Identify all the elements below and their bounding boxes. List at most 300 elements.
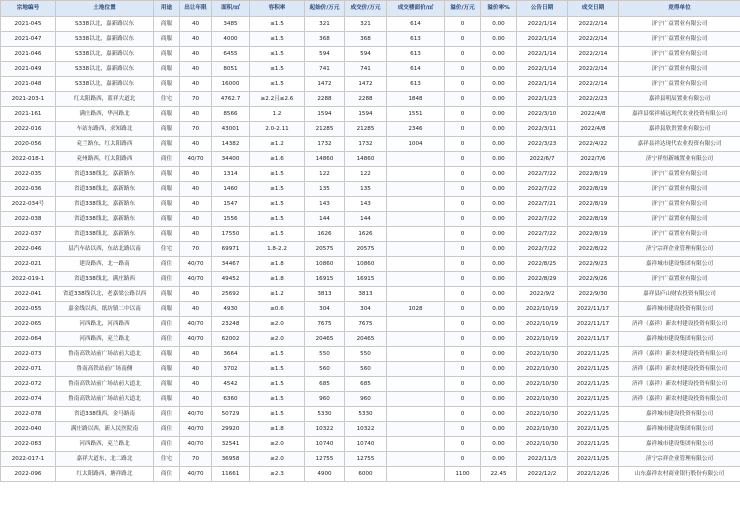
column-header-winning-bidder: 竞得单位 — [619, 1, 740, 17]
cell-premium: 0 — [445, 152, 481, 167]
cell-announce-date: 2022/9/2 — [517, 287, 568, 302]
cell-premium-rate: 0.00 — [481, 212, 517, 227]
table-row — [1, 212, 740, 227]
cell-parcel-id: 2022-036 — [1, 182, 56, 197]
cell-start-price: 122 — [305, 167, 345, 182]
cell-start-price: 2288 — [305, 92, 345, 107]
cell-deal-date: 2022/12/26 — [568, 467, 619, 482]
cell-area: 4762.7 — [212, 92, 250, 107]
cell-land-location: 红太阳路西，蓝祥大道北 — [56, 92, 154, 107]
cell-land-use: 商住 — [154, 317, 180, 332]
cell-premium: 0 — [445, 422, 481, 437]
cell-land-use: 商服 — [154, 182, 180, 197]
cell-deal-price: 10322 — [345, 422, 387, 437]
cell-term-years: 40 — [180, 62, 212, 77]
cell-land-location: 河西路西，兖兰路北 — [56, 437, 154, 452]
cell-parcel-id: 2022-046 — [1, 242, 56, 257]
cell-announce-date: 2022/11/3 — [517, 452, 568, 467]
cell-deal-date: 2022/9/30 — [568, 287, 619, 302]
cell-plot-ratio: ≥0.6 — [250, 302, 305, 317]
cell-floor-price — [387, 377, 445, 392]
cell-start-price: 304 — [305, 302, 345, 317]
cell-plot-ratio: ≤1.5 — [250, 47, 305, 62]
cell-floor-price — [387, 167, 445, 182]
cell-land-location: S338以北，嘉新路以东 — [56, 62, 154, 77]
cell-announce-date: 2022/7/22 — [517, 242, 568, 257]
cell-term-years: 40 — [180, 197, 212, 212]
cell-area: 1460 — [212, 182, 250, 197]
cell-deal-date: 2022/2/14 — [568, 62, 619, 77]
cell-winning-bidder: 济宁广益置业有限公司 — [619, 47, 740, 62]
cell-floor-price: 2346 — [387, 122, 445, 137]
cell-term-years: 40/70 — [180, 332, 212, 347]
cell-land-use: 商服 — [154, 212, 180, 227]
cell-area: 11661 — [212, 467, 250, 482]
cell-winning-bidder: 嘉祥县庐山财农投资有限公司 — [619, 287, 740, 302]
cell-land-use: 商住 — [154, 257, 180, 272]
table-row — [1, 317, 740, 332]
cell-premium: 0 — [445, 362, 481, 377]
cell-premium: 0 — [445, 137, 481, 152]
cell-land-location: 兖兰路东，红太阳路西 — [56, 137, 154, 152]
cell-parcel-id: 2022-071 — [1, 362, 56, 377]
cell-plot-ratio: ≤1.5 — [250, 77, 305, 92]
cell-premium-rate: 0.00 — [481, 452, 517, 467]
cell-deal-date: 2022/7/6 — [568, 152, 619, 167]
cell-deal-price: 3813 — [345, 287, 387, 302]
column-header-land-use: 用途 — [154, 1, 180, 17]
cell-start-price: 5330 — [305, 407, 345, 422]
cell-premium: 0 — [445, 47, 481, 62]
cell-parcel-id: 2022-017-1 — [1, 452, 56, 467]
cell-area: 4542 — [212, 377, 250, 392]
cell-plot-ratio: ≥1.5 — [250, 227, 305, 242]
table-row — [1, 392, 740, 407]
cell-parcel-id: 2022-073 — [1, 347, 56, 362]
cell-winning-bidder: 济宁广益置业有限公司 — [619, 272, 740, 287]
cell-winning-bidder: 嘉祥县明辰置业有限公司 — [619, 92, 740, 107]
cell-winning-bidder: 济宁广益置业有限公司 — [619, 32, 740, 47]
cell-land-location: 车站东路西，求知路北 — [56, 122, 154, 137]
cell-term-years: 70 — [180, 242, 212, 257]
cell-floor-price — [387, 212, 445, 227]
table-row — [1, 227, 740, 242]
cell-term-years: 70 — [180, 452, 212, 467]
cell-land-location: 省道338线北，嘉新路东 — [56, 197, 154, 212]
cell-area: 8051 — [212, 62, 250, 77]
cell-winning-bidder: 嘉祥城市建设投资有限公司 — [619, 407, 740, 422]
cell-announce-date: 2022/10/30 — [517, 407, 568, 422]
cell-premium: 0 — [445, 77, 481, 92]
cell-start-price: 135 — [305, 182, 345, 197]
cell-announce-date: 2022/10/30 — [517, 422, 568, 437]
cell-floor-price — [387, 287, 445, 302]
cell-deal-price: 1472 — [345, 77, 387, 92]
cell-announce-date: 2022/3/10 — [517, 107, 568, 122]
cell-parcel-id: 2022-064 — [1, 332, 56, 347]
cell-deal-price: 14860 — [345, 152, 387, 167]
cell-term-years: 40 — [180, 362, 212, 377]
cell-announce-date: 2022/10/19 — [517, 317, 568, 332]
cell-parcel-id: 2021-047 — [1, 32, 56, 47]
cell-land-use: 商住 — [154, 407, 180, 422]
cell-plot-ratio: ≤1.5 — [250, 32, 305, 47]
cell-premium-rate: 0.00 — [481, 167, 517, 182]
cell-winning-bidder: 济祥（嘉祥）新农村建设投资有限公司 — [619, 377, 740, 392]
cell-deal-date: 2022/9/23 — [568, 257, 619, 272]
cell-premium-rate: 0.00 — [481, 317, 517, 332]
cell-deal-price: 960 — [345, 392, 387, 407]
cell-announce-date: 2022/10/30 — [517, 392, 568, 407]
cell-floor-price — [387, 197, 445, 212]
cell-land-location: 河西路北，河西路西 — [56, 317, 154, 332]
cell-area: 6455 — [212, 47, 250, 62]
cell-premium-rate: 0.00 — [481, 47, 517, 62]
cell-floor-price — [387, 332, 445, 347]
cell-announce-date: 2022/8/29 — [517, 272, 568, 287]
cell-winning-bidder: 嘉祥县欣贵置业有限公司 — [619, 122, 740, 137]
cell-term-years: 40/70 — [180, 257, 212, 272]
cell-announce-date: 2022/10/19 — [517, 302, 568, 317]
cell-land-use: 商服 — [154, 347, 180, 362]
cell-term-years: 40 — [180, 137, 212, 152]
cell-deal-price: 7675 — [345, 317, 387, 332]
cell-premium-rate: 0.00 — [481, 257, 517, 272]
cell-area: 1547 — [212, 197, 250, 212]
cell-deal-price: 143 — [345, 197, 387, 212]
cell-floor-price — [387, 392, 445, 407]
cell-land-use: 住宅 — [154, 452, 180, 467]
cell-announce-date: 2022/1/14 — [517, 77, 568, 92]
cell-deal-date: 2022/11/25 — [568, 347, 619, 362]
cell-floor-price — [387, 347, 445, 362]
cell-start-price: 20465 — [305, 332, 345, 347]
cell-land-use: 住宅 — [154, 242, 180, 257]
cell-land-use: 商服 — [154, 17, 180, 32]
cell-plot-ratio: ≥1.5 — [250, 212, 305, 227]
table-row — [1, 467, 740, 482]
cell-premium: 0 — [445, 167, 481, 182]
cell-plot-ratio: ≥1.5 — [250, 197, 305, 212]
cell-announce-date: 2022/7/22 — [517, 167, 568, 182]
cell-floor-price: 1848 — [387, 92, 445, 107]
table-row — [1, 272, 740, 287]
cell-parcel-id: 2022-019-1 — [1, 272, 56, 287]
cell-plot-ratio: ≥1.5 — [250, 407, 305, 422]
table-header — [1, 1, 740, 17]
cell-term-years: 40 — [180, 227, 212, 242]
cell-plot-ratio: ≥1.8 — [250, 422, 305, 437]
cell-start-price: 594 — [305, 47, 345, 62]
cell-start-price: 143 — [305, 197, 345, 212]
cell-announce-date: 2022/1/14 — [517, 47, 568, 62]
cell-premium-rate: 0.00 — [481, 107, 517, 122]
cell-area: 49452 — [212, 272, 250, 287]
cell-deal-date: 2022/11/25 — [568, 452, 619, 467]
cell-winning-bidder: 嘉祥县梁祥祯远现代农业投资有限公司 — [619, 107, 740, 122]
cell-winning-bidder: 嘉祥城市建设集团有限公司 — [619, 257, 740, 272]
cell-term-years: 40/70 — [180, 437, 212, 452]
cell-deal-date: 2022/11/17 — [568, 332, 619, 347]
cell-parcel-id: 2022-016 — [1, 122, 56, 137]
table-row — [1, 152, 740, 167]
table-row — [1, 62, 740, 77]
cell-plot-ratio: ≥1.5 — [250, 182, 305, 197]
cell-plot-ratio: 1.8-2.2 — [250, 242, 305, 257]
table-row — [1, 77, 740, 92]
cell-deal-price: 2288 — [345, 92, 387, 107]
cell-land-use: 商服 — [154, 197, 180, 212]
table-row — [1, 92, 740, 107]
cell-deal-price: 144 — [345, 212, 387, 227]
cell-parcel-id: 2022-021 — [1, 257, 56, 272]
cell-announce-date: 2022/7/22 — [517, 227, 568, 242]
cell-premium: 0 — [445, 317, 481, 332]
cell-start-price: 741 — [305, 62, 345, 77]
cell-land-use: 商服 — [154, 392, 180, 407]
cell-winning-bidder: 嘉祥城市建设集团有限公司 — [619, 437, 740, 452]
cell-deal-price: 122 — [345, 167, 387, 182]
cell-area: 1314 — [212, 167, 250, 182]
cell-premium-rate: 0.00 — [481, 422, 517, 437]
cell-land-use: 商服 — [154, 62, 180, 77]
cell-parcel-id: 2022-072 — [1, 377, 56, 392]
cell-premium-rate: 0.00 — [481, 227, 517, 242]
cell-area: 17550 — [212, 227, 250, 242]
cell-land-use: 商住 — [154, 272, 180, 287]
cell-premium-rate: 0.00 — [481, 407, 517, 422]
cell-deal-date: 2022/11/25 — [568, 437, 619, 452]
cell-premium-rate: 0.00 — [481, 62, 517, 77]
cell-deal-date: 2022/11/25 — [568, 407, 619, 422]
cell-announce-date: 2022/7/22 — [517, 182, 568, 197]
cell-floor-price — [387, 437, 445, 452]
cell-premium: 0 — [445, 92, 481, 107]
cell-announce-date: 2022/1/23 — [517, 92, 568, 107]
cell-area: 4000 — [212, 32, 250, 47]
cell-start-price: 10322 — [305, 422, 345, 437]
cell-land-location: 鲁南高铁站前广场站前大道北 — [56, 392, 154, 407]
cell-deal-price: 135 — [345, 182, 387, 197]
cell-floor-price: 1004 — [387, 137, 445, 152]
cell-floor-price: 1551 — [387, 107, 445, 122]
cell-floor-price — [387, 407, 445, 422]
cell-announce-date: 2022/10/30 — [517, 362, 568, 377]
cell-floor-price: 613 — [387, 47, 445, 62]
cell-area: 36958 — [212, 452, 250, 467]
cell-land-location: 红太阳路西，塘祥路北 — [56, 467, 154, 482]
cell-deal-date: 2022/11/25 — [568, 377, 619, 392]
table-row — [1, 362, 740, 377]
cell-premium: 0 — [445, 287, 481, 302]
cell-premium: 0 — [445, 257, 481, 272]
cell-winning-bidder: 济祥（嘉祥）新农村建设投资有限公司 — [619, 362, 740, 377]
cell-announce-date: 2022/10/30 — [517, 437, 568, 452]
cell-plot-ratio: 1.2 — [250, 107, 305, 122]
cell-deal-price: 304 — [345, 302, 387, 317]
cell-deal-date: 2022/2/14 — [568, 32, 619, 47]
cell-area: 32541 — [212, 437, 250, 452]
cell-land-location: 省道338线北，满庄路西 — [56, 272, 154, 287]
column-header-area: 面积/㎡ — [212, 1, 250, 17]
cell-floor-price — [387, 227, 445, 242]
table-row — [1, 332, 740, 347]
cell-floor-price: 614 — [387, 62, 445, 77]
cell-start-price: 560 — [305, 362, 345, 377]
cell-deal-date: 2022/2/14 — [568, 17, 619, 32]
cell-area: 6360 — [212, 392, 250, 407]
cell-winning-bidder: 济宁广益置业有限公司 — [619, 227, 740, 242]
cell-premium: 0 — [445, 392, 481, 407]
cell-deal-price: 6000 — [345, 467, 387, 482]
cell-parcel-id: 2021-161 — [1, 107, 56, 122]
cell-parcel-id: 2022-083 — [1, 437, 56, 452]
cell-term-years: 70 — [180, 92, 212, 107]
column-header-premium: 溢价/万元 — [445, 1, 481, 17]
cell-deal-date: 2022/2/23 — [568, 92, 619, 107]
cell-announce-date: 2022/7/21 — [517, 197, 568, 212]
cell-premium: 0 — [445, 182, 481, 197]
cell-premium: 0 — [445, 272, 481, 287]
cell-land-location: S338以北，嘉新路以东 — [56, 77, 154, 92]
cell-plot-ratio: ≥1.5 — [250, 362, 305, 377]
cell-deal-date: 2022/8/19 — [568, 197, 619, 212]
cell-deal-date: 2022/8/19 — [568, 167, 619, 182]
cell-start-price: 550 — [305, 347, 345, 362]
cell-plot-ratio: ≥1.6 — [250, 152, 305, 167]
cell-deal-date: 2022/11/25 — [568, 422, 619, 437]
cell-term-years: 40 — [180, 377, 212, 392]
cell-land-location: 省道338线以北，老嘉梁公路以西 — [56, 287, 154, 302]
cell-deal-price: 20575 — [345, 242, 387, 257]
cell-land-location: 河西路西，兖兰路北 — [56, 332, 154, 347]
cell-premium-rate: 0.00 — [481, 362, 517, 377]
cell-land-location: 嘉金线以西，纸坊镇二中以南 — [56, 302, 154, 317]
cell-announce-date: 2022/3/23 — [517, 137, 568, 152]
table-body — [1, 17, 740, 482]
table-row — [1, 242, 740, 257]
cell-plot-ratio: ≥1.5 — [250, 347, 305, 362]
cell-premium: 0 — [445, 32, 481, 47]
cell-parcel-id: 2021-046 — [1, 47, 56, 62]
cell-announce-date: 2022/12/2 — [517, 467, 568, 482]
cell-land-use: 商服 — [154, 32, 180, 47]
cell-winning-bidder: 济祥（嘉祥）新农村建设投资有限公司 — [619, 347, 740, 362]
cell-winning-bidder: 嘉祥城市建设集团有限公司 — [619, 422, 740, 437]
cell-parcel-id: 2022-037 — [1, 227, 56, 242]
table-row — [1, 287, 740, 302]
cell-winning-bidder: 济宁广益置业有限公司 — [619, 62, 740, 77]
cell-premium: 0 — [445, 332, 481, 347]
cell-area: 16000 — [212, 77, 250, 92]
cell-term-years: 40 — [180, 392, 212, 407]
cell-announce-date: 2022/7/22 — [517, 212, 568, 227]
cell-land-location: 鲁南高铁站前广场站前大道北 — [56, 377, 154, 392]
cell-premium: 0 — [445, 107, 481, 122]
cell-winning-bidder: 济宁广益置业有限公司 — [619, 182, 740, 197]
cell-deal-price: 560 — [345, 362, 387, 377]
cell-announce-date: 2022/1/14 — [517, 62, 568, 77]
table-row — [1, 422, 740, 437]
cell-land-location: 建设路西，北一路南 — [56, 257, 154, 272]
cell-parcel-id: 2022-065 — [1, 317, 56, 332]
cell-deal-price: 12755 — [345, 452, 387, 467]
cell-start-price: 12755 — [305, 452, 345, 467]
cell-area: 23248 — [212, 317, 250, 332]
cell-term-years: 40/70 — [180, 272, 212, 287]
cell-premium-rate: 22.45 — [481, 467, 517, 482]
table-row — [1, 17, 740, 32]
cell-land-location: S338以北，嘉新路以东 — [56, 32, 154, 47]
cell-plot-ratio: ≥1.2 — [250, 287, 305, 302]
cell-plot-ratio: ≥1.5 — [250, 377, 305, 392]
cell-start-price: 16915 — [305, 272, 345, 287]
column-header-start-price: 起始价/万元 — [305, 1, 345, 17]
cell-land-location: 兖州路西，红太阳路西 — [56, 152, 154, 167]
cell-deal-price: 321 — [345, 17, 387, 32]
cell-floor-price — [387, 257, 445, 272]
cell-deal-price: 20465 — [345, 332, 387, 347]
cell-deal-price: 10740 — [345, 437, 387, 452]
cell-land-location: 满庄路西，华河路北 — [56, 107, 154, 122]
cell-term-years: 40/70 — [180, 422, 212, 437]
cell-land-location: 省道338线北，嘉新路东 — [56, 167, 154, 182]
column-header-plot-ratio: 容积率 — [250, 1, 305, 17]
cell-start-price: 1626 — [305, 227, 345, 242]
cell-land-use: 住宅 — [154, 92, 180, 107]
cell-winning-bidder: 嘉祥城市建设投资有限公司 — [619, 302, 740, 317]
cell-land-use: 商服 — [154, 287, 180, 302]
cell-floor-price: 613 — [387, 32, 445, 47]
cell-parcel-id: 2022-035 — [1, 167, 56, 182]
cell-start-price: 368 — [305, 32, 345, 47]
cell-start-price: 3813 — [305, 287, 345, 302]
cell-area: 69971 — [212, 242, 250, 257]
cell-land-location: 满庄路以西，新人民医院南 — [56, 422, 154, 437]
column-header-floor-price: 成交楼面价/㎡ — [387, 1, 445, 17]
cell-deal-price: 21285 — [345, 122, 387, 137]
cell-winning-bidder: 嘉祥县祥达现代农业投资有限公司 — [619, 137, 740, 152]
cell-land-use: 商住 — [154, 437, 180, 452]
cell-floor-price — [387, 467, 445, 482]
cell-winning-bidder: 济宁宗祥企业管理有限公司 — [619, 452, 740, 467]
cell-area: 1556 — [212, 212, 250, 227]
cell-land-use: 商服 — [154, 137, 180, 152]
table-row — [1, 452, 740, 467]
table-row — [1, 347, 740, 362]
cell-premium-rate: 0.00 — [481, 347, 517, 362]
cell-area: 14382 — [212, 137, 250, 152]
column-header-land-location: 土地位置 — [56, 1, 154, 17]
cell-land-location: 省道338线北，嘉新路东 — [56, 212, 154, 227]
table-row — [1, 407, 740, 422]
cell-deal-date: 2022/8/19 — [568, 212, 619, 227]
cell-area: 8566 — [212, 107, 250, 122]
cell-plot-ratio: ≥1.2 — [250, 137, 305, 152]
cell-term-years: 40 — [180, 167, 212, 182]
cell-term-years: 40 — [180, 107, 212, 122]
cell-deal-date: 2022/2/14 — [568, 77, 619, 92]
cell-deal-date: 2022/4/8 — [568, 122, 619, 137]
cell-floor-price — [387, 272, 445, 287]
cell-winning-bidder: 济宁祥恒新城置业有限公司 — [619, 152, 740, 167]
cell-floor-price: 1028 — [387, 302, 445, 317]
cell-area: 4930 — [212, 302, 250, 317]
cell-deal-price: 1626 — [345, 227, 387, 242]
cell-term-years: 40 — [180, 302, 212, 317]
cell-floor-price — [387, 182, 445, 197]
cell-premium: 0 — [445, 407, 481, 422]
